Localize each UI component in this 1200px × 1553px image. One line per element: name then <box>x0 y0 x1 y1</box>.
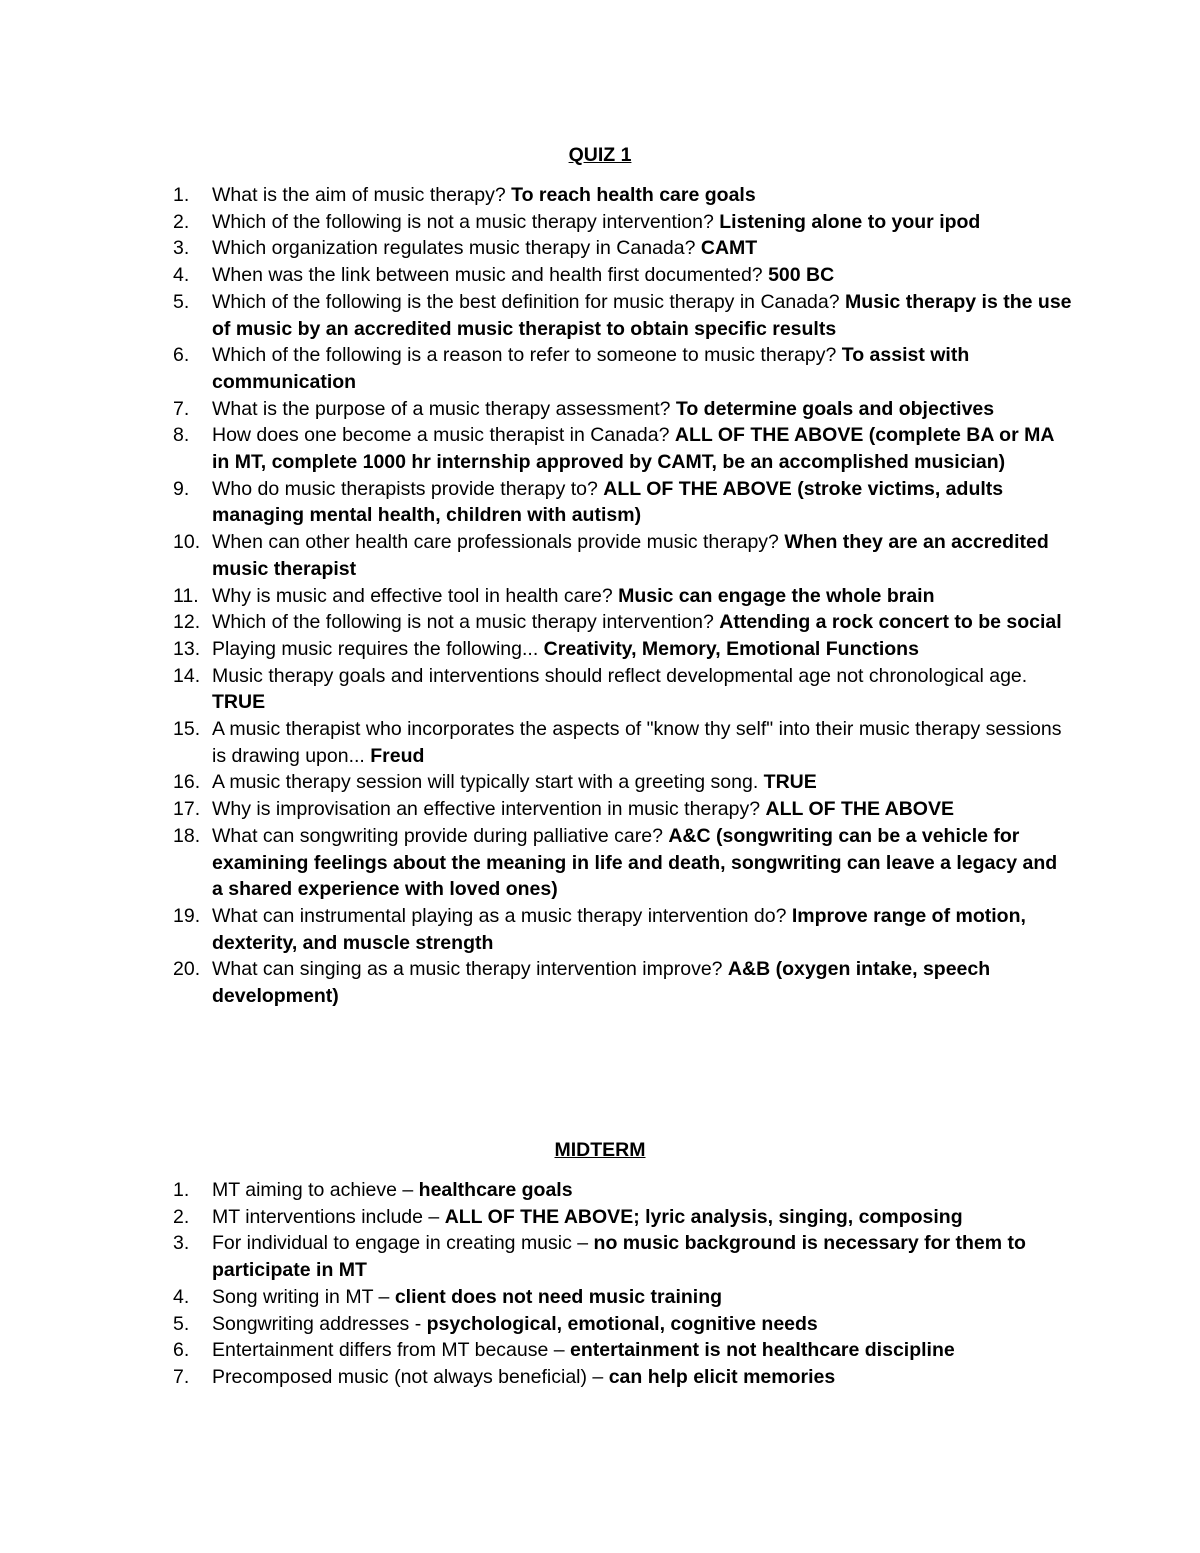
question-text: Music therapy goals and interventions should reflect developmental age not chronological age. <box>212 664 1028 687</box>
question-text: Which organization regulates music therapy in Canada? <box>212 237 701 260</box>
answer-text: ALL OF THE ABOVE (stroke victims, adults managing mental health, children with autism) <box>212 477 1004 527</box>
answer-text: Listening alone to your ipod <box>719 210 981 233</box>
item-number: 9. <box>173 477 190 500</box>
answer-text: To reach health care goals <box>511 184 756 206</box>
question-text: Why is improvisation an effective intervention in music therapy? <box>212 798 766 821</box>
answer-text: When they are an accredited music therapist <box>212 531 1049 580</box>
question-text: Song writing in MT – <box>212 1285 395 1308</box>
item-number: 4. <box>173 264 190 287</box>
list-item <box>0 1204 1072 1231</box>
list-item <box>0 769 1072 796</box>
list-item <box>0 663 1072 716</box>
answer-text: ALL OF THE ABOVE <box>765 798 954 821</box>
list-item <box>0 209 1072 236</box>
list-item <box>0 342 1072 395</box>
question-text: What is the aim of music therapy? <box>212 184 512 206</box>
list-item <box>0 1337 1072 1364</box>
quiz1-heading: QUIZ 1 <box>568 144 632 166</box>
answer-text: ALL OF THE ABOVE; lyric analysis, singing, composing <box>444 1205 963 1228</box>
item-number: 16. <box>173 771 201 794</box>
question-text: Which of the following is the best definition for music therapy in Canada? <box>212 290 846 313</box>
list-item <box>0 796 1072 823</box>
item-number: 7. <box>173 397 190 420</box>
answer-text: Improve range of motion, dexterity, and muscle strength <box>212 904 1026 954</box>
item-number: 7. <box>173 1365 190 1388</box>
item-number: 3. <box>173 1232 190 1255</box>
answer-text: ALL OF THE ABOVE (complete BA or MA in MT, complete 1000 hr internship approved by CAMT, be an accomplished musician) <box>212 424 1054 474</box>
answer-text: Freud <box>370 744 425 767</box>
list-item <box>0 1177 1072 1204</box>
list-item <box>0 182 1072 209</box>
question-text: What can instrumental playing as a music therapy intervention do? <box>212 904 792 927</box>
item-number: 14. <box>173 664 201 687</box>
item-number: 11. <box>173 584 199 607</box>
list-item <box>0 956 1072 1009</box>
answer-text: no music background is necessary for them to participate in MT <box>212 1232 1026 1282</box>
question-text: How does one become a music therapist in Canada? <box>212 424 675 447</box>
list-item <box>0 422 1072 475</box>
list-item <box>0 529 1072 582</box>
list-item <box>0 636 1072 663</box>
answer-text: Attending a rock concert to be social <box>719 611 1062 634</box>
question-text: Which of the following is not a music therapy intervention? <box>212 210 720 233</box>
item-number: 4. <box>173 1285 190 1308</box>
item-number: 3. <box>173 237 190 260</box>
answer-text: psychological, emotional, cognitive needs <box>426 1312 818 1335</box>
item-number: 8. <box>173 424 190 447</box>
answer-text: client does not need music training <box>394 1285 723 1308</box>
midterm-question-list <box>0 1177 1200 1391</box>
question-text: Precomposed music (not always beneficial) – <box>212 1365 609 1388</box>
list-item <box>0 903 1072 956</box>
item-number: 5. <box>173 290 190 313</box>
question-text: Playing music requires the following... <box>212 637 544 660</box>
list-item <box>0 476 1072 529</box>
list-item <box>0 716 1072 769</box>
question-text: When can other health care professionals provide music therapy? <box>212 531 785 554</box>
list-item <box>0 609 1072 636</box>
quiz1-question-list <box>0 182 1200 1010</box>
question-text: What can singing as a music therapy intervention improve? <box>212 958 728 981</box>
question-text: Songwriting addresses - <box>212 1312 427 1335</box>
item-number: 2. <box>173 210 190 233</box>
answer-text: To determine goals and objectives <box>675 397 995 420</box>
question-text: What can songwriting provide during palliative care? <box>212 824 669 847</box>
list-item <box>0 289 1072 342</box>
item-number: 1. <box>173 184 190 206</box>
answer-text: 500 BC <box>768 264 835 287</box>
item-number: 10. <box>173 531 201 554</box>
question-text: Who do music therapists provide therapy to? <box>212 477 604 500</box>
answer-text: To assist with communication <box>212 344 970 393</box>
question-text: MT aiming to achieve – <box>212 1179 419 1201</box>
question-text: A music therapist who incorporates the aspects of "know thy self" into their music therapy sessions is drawing upon... <box>212 718 1062 767</box>
list-item <box>0 1230 1072 1283</box>
question-text: Entertainment differs from MT because – <box>212 1339 571 1362</box>
question-text: For individual to engage in creating music – <box>212 1232 594 1255</box>
question-text: MT interventions include – <box>212 1205 445 1228</box>
item-number: 2. <box>173 1205 190 1228</box>
answer-text: TRUE <box>212 691 266 714</box>
answer-text: A&B (oxygen intake, speech development) <box>212 958 991 1008</box>
answer-text: Creativity, Memory, Emotional Functions <box>543 637 919 660</box>
list-item <box>0 1364 1072 1391</box>
item-number: 15. <box>173 718 201 741</box>
question-text: Which of the following is a reason to refer to someone to music therapy? <box>212 344 842 367</box>
item-number: 1. <box>173 1179 190 1201</box>
question-text: A music therapy session will typically start with a greeting song. <box>212 771 764 794</box>
midterm-heading: MIDTERM <box>554 1139 646 1161</box>
list-item <box>0 396 1072 423</box>
item-number: 6. <box>173 1339 190 1362</box>
item-number: 17. <box>173 798 201 821</box>
question-text: Why is music and effective tool in health care? <box>212 584 619 607</box>
answer-text: can help elicit memories <box>608 1365 836 1388</box>
answer-text: healthcare goals <box>418 1179 573 1201</box>
answer-text: entertainment is not healthcare discipline <box>570 1339 955 1362</box>
list-item <box>0 235 1072 262</box>
item-number: 6. <box>173 344 190 367</box>
answer-text: CAMT <box>700 237 758 260</box>
item-number: 5. <box>173 1312 190 1335</box>
item-number: 12. <box>173 611 201 634</box>
answer-text: A&C (songwriting can be a vehicle for examining feelings about the meaning in life and death, songwriting can leave a legacy and a shared experience with loved ones) <box>212 824 1058 901</box>
answer-text: Music can engage the whole brain <box>618 584 935 607</box>
list-item <box>0 823 1072 903</box>
answer-text: Music therapy is the use of music by an accredited music therapist to obtain specific results <box>212 290 1072 340</box>
item-number: 20. <box>173 958 201 981</box>
question-text: When was the link between music and health first documented? <box>212 264 769 287</box>
answer-text: TRUE <box>763 771 817 794</box>
item-number: 18. <box>173 824 201 847</box>
list-item <box>0 583 1072 610</box>
item-number: 13. <box>173 637 201 660</box>
list-item <box>0 1311 1072 1338</box>
item-number: 19. <box>173 904 201 927</box>
list-item <box>0 262 1072 289</box>
question-text: What is the purpose of a music therapy assessment? <box>212 397 676 420</box>
question-text: Which of the following is not a music therapy intervention? <box>212 611 720 634</box>
list-item <box>0 1284 1072 1311</box>
